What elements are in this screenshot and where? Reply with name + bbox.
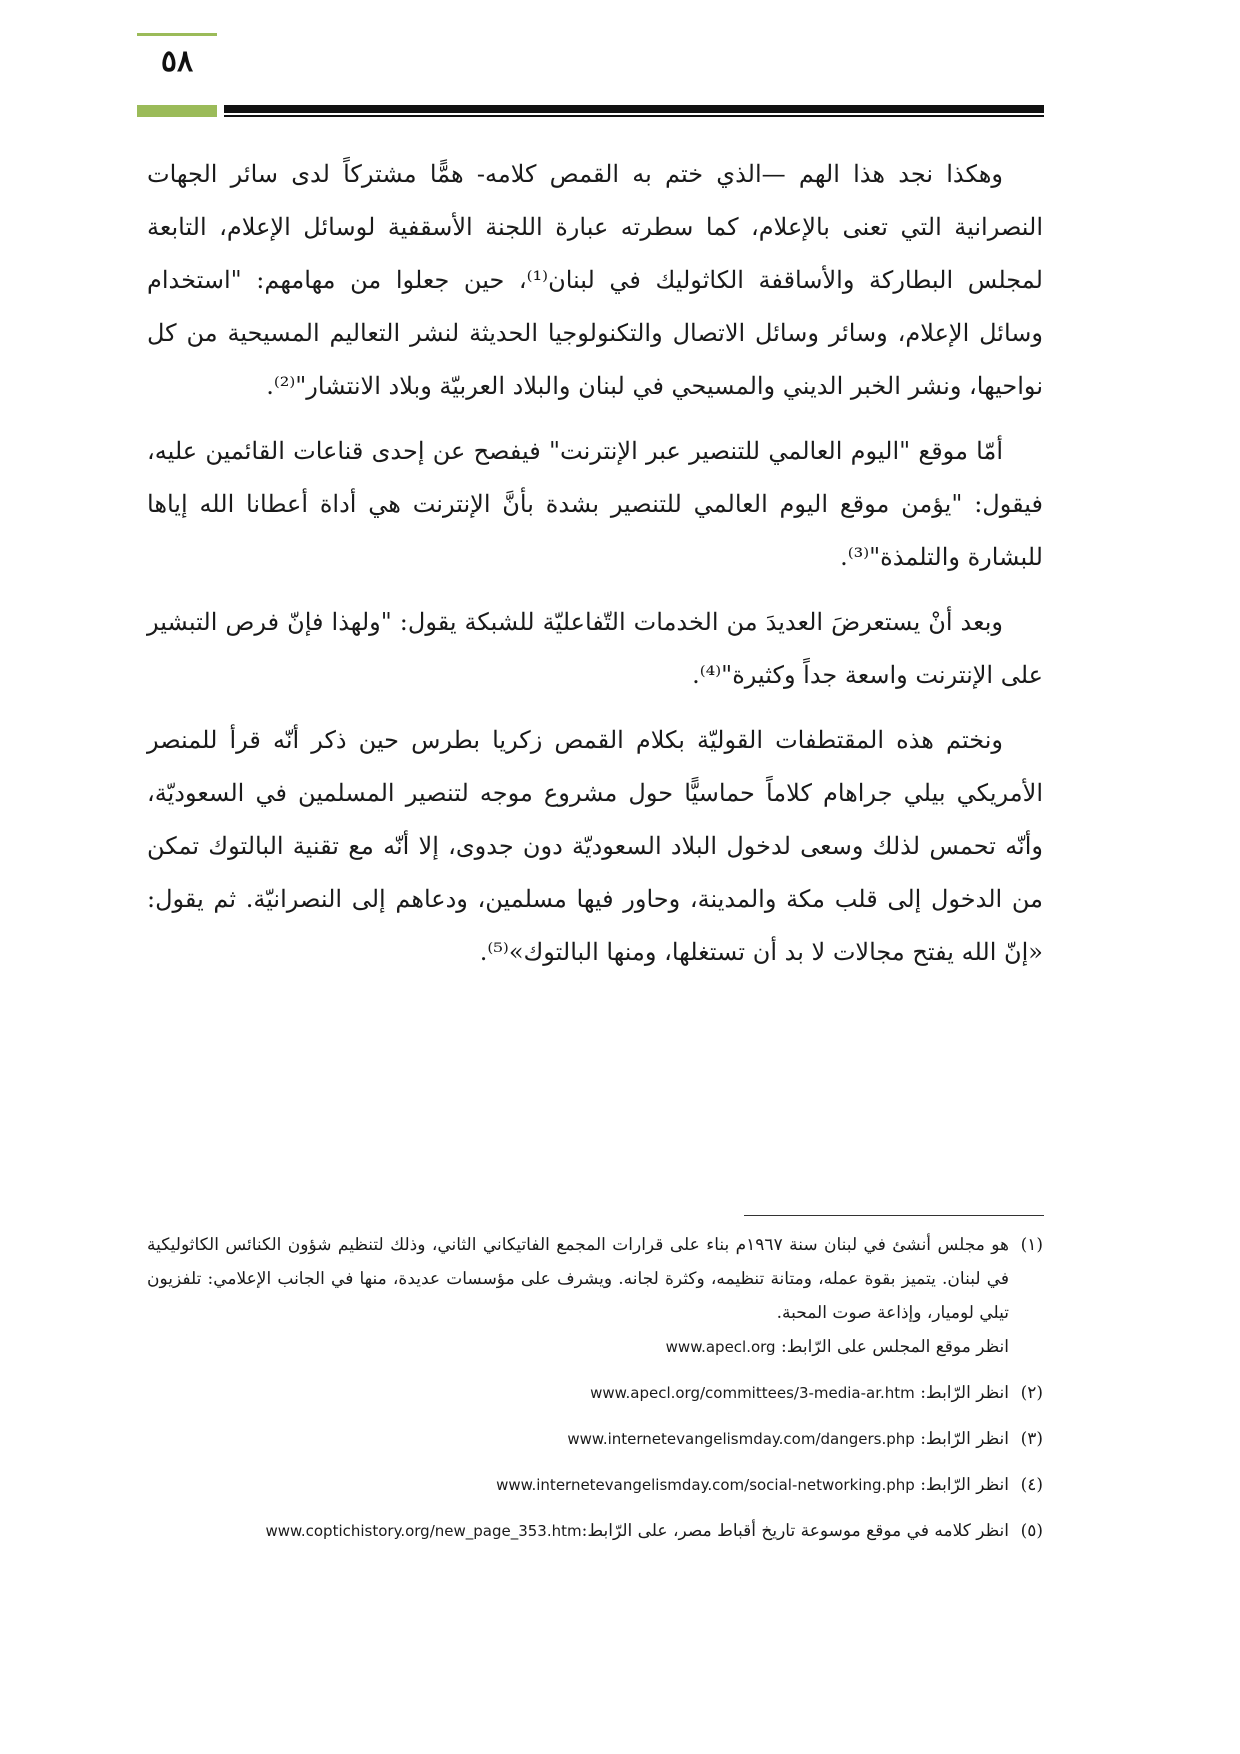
footnote-reference <box>147 1376 1009 1410</box>
footnote-url: www.coptichistory.org/new_page_353.htm <box>265 1522 582 1540</box>
footnote-number: (١) <box>1020 1235 1043 1255</box>
footnote-number: (٢) <box>1020 1383 1043 1403</box>
footnote-label: انظر الرّابط: <box>920 1383 1009 1403</box>
footnote <box>147 1228 1043 1364</box>
paragraph: وبعد أنْ يستعرضَ العديدَ من الخدمات التّفاعليّة للشبكة يقول: "ولهذا فإنّ فرص التبشير على الإنترنت واسعة جداً وكثيرة"⁽⁴⁾. <box>147 608 1043 689</box>
paragraph: أمّا موقع "اليوم العالمي للتنصير عبر الإنترنت" فيفصح عن إحدى قناعات القائمين عليه، فيقول: "يؤمن موقع اليوم العالمي للتنصير بشدة بأنَّ الإنترنت هي أداة أعطانا الله إياها للبشارة والتلمذة"⁽³⁾. <box>147 437 1043 571</box>
footnote-see-label: انظر موقع المجلس على الرّابط: <box>780 1337 1009 1357</box>
footnote <box>147 1422 1043 1456</box>
footnote-text: هو مجلس أنشئ في لبنان سنة ١٩٦٧م بناء على قرارات المجمع الفاتيكاني الثاني، وذلك لتنظيم شؤون الكنائس الكاثوليكية في لبنان. يتميز بقوة عمله، ومتانة تنظيمه، وكثرة لجانه. ويشرف على مؤسسات عديدة، منها في الجانب الإعلامي: تلفزيون تيلي لوميار، وإذاعة صوت المحبة. <box>147 1235 1009 1323</box>
footnote-url: www.internetevangelismday.com/dangers.php <box>567 1430 915 1448</box>
footnote-url: www.internetevangelismday.com/social-networking.php <box>496 1476 915 1494</box>
footnote-label: انظر كلامه في موقع موسوعة تاريخ أقباط مصر، على الرّابط: <box>581 1521 1009 1541</box>
footnote <box>147 1514 1043 1548</box>
paragraph: ونختم هذه المقتطفات القوليّة بكلام القمص زكريا بطرس حين ذكر أنّه قرأ للمنصر الأمريكي بيلي جراهام كلاماً حماسيًّا حول مشروع موجه لتنصير المسلمين في السعوديّة، وأنّه تحمس لذلك وسعى لدخول البلاد السعوديّة دون جدوى، إلا أنّه مع تقنية البالتوك تمكن من الدخول إلى قلب مكة والمدينة، وحاور فيها مسلمين، ودعاهم إلى النصرانيّة. ثم يقول: «إنّ الله يفتح مجالات لا بد أن تستغلها، ومنها البالتوك»⁽⁵⁾. <box>147 726 1043 966</box>
footnote-label: انظر الرّابط: <box>920 1429 1009 1449</box>
header-green-block <box>137 105 217 117</box>
footnote-label: انظر الرّابط: <box>920 1475 1009 1495</box>
paragraph: وهكذا نجد هذا الهم —الذي ختم به القمص كلامه- همًّا مشتركاً لدى سائر الجهات النصرانية التي تعنى بالإعلام، كما سطرته عبارة اللجنة الأسقفية لوسائل الإعلام، التابعة لمجلس البطاركة والأساقفة الكاثوليك في لبنان⁽¹⁾، حين جعلوا من مهامهم: "استخدام وسائل الإعلام، وسائر وسائل الاتصال والتكنولوجيا الحديثة لنشر التعاليم المسيحية من كل نواحيها، ونشر الخبر الديني والمسيحي في لبنان والبلاد العربيّة وبلاد الانتشار"⁽²⁾. <box>147 160 1043 400</box>
footnote-number: (٣) <box>1020 1429 1043 1449</box>
footnote <box>147 1376 1043 1410</box>
footnote <box>147 1468 1043 1502</box>
footnote-reference <box>147 1468 1009 1502</box>
footnote-separator <box>744 1215 1044 1216</box>
body-text <box>147 148 1043 991</box>
footnote-reference <box>147 1330 1009 1364</box>
header-rule-thin <box>224 115 1044 117</box>
footnote-reference <box>147 1514 1009 1548</box>
header-accent-bar <box>137 33 217 36</box>
header-rule <box>224 105 1044 113</box>
footnote-url: www.apecl.org/committees/3-media-ar.htm <box>590 1384 915 1402</box>
footnote-number: (٥) <box>1020 1521 1043 1541</box>
page-number: ٥٨ <box>160 44 194 79</box>
footnote-number: (٤) <box>1020 1475 1043 1495</box>
footnotes <box>147 1228 1043 1560</box>
footnote-url: www.apecl.org <box>665 1338 776 1356</box>
footnote-reference <box>147 1422 1009 1456</box>
